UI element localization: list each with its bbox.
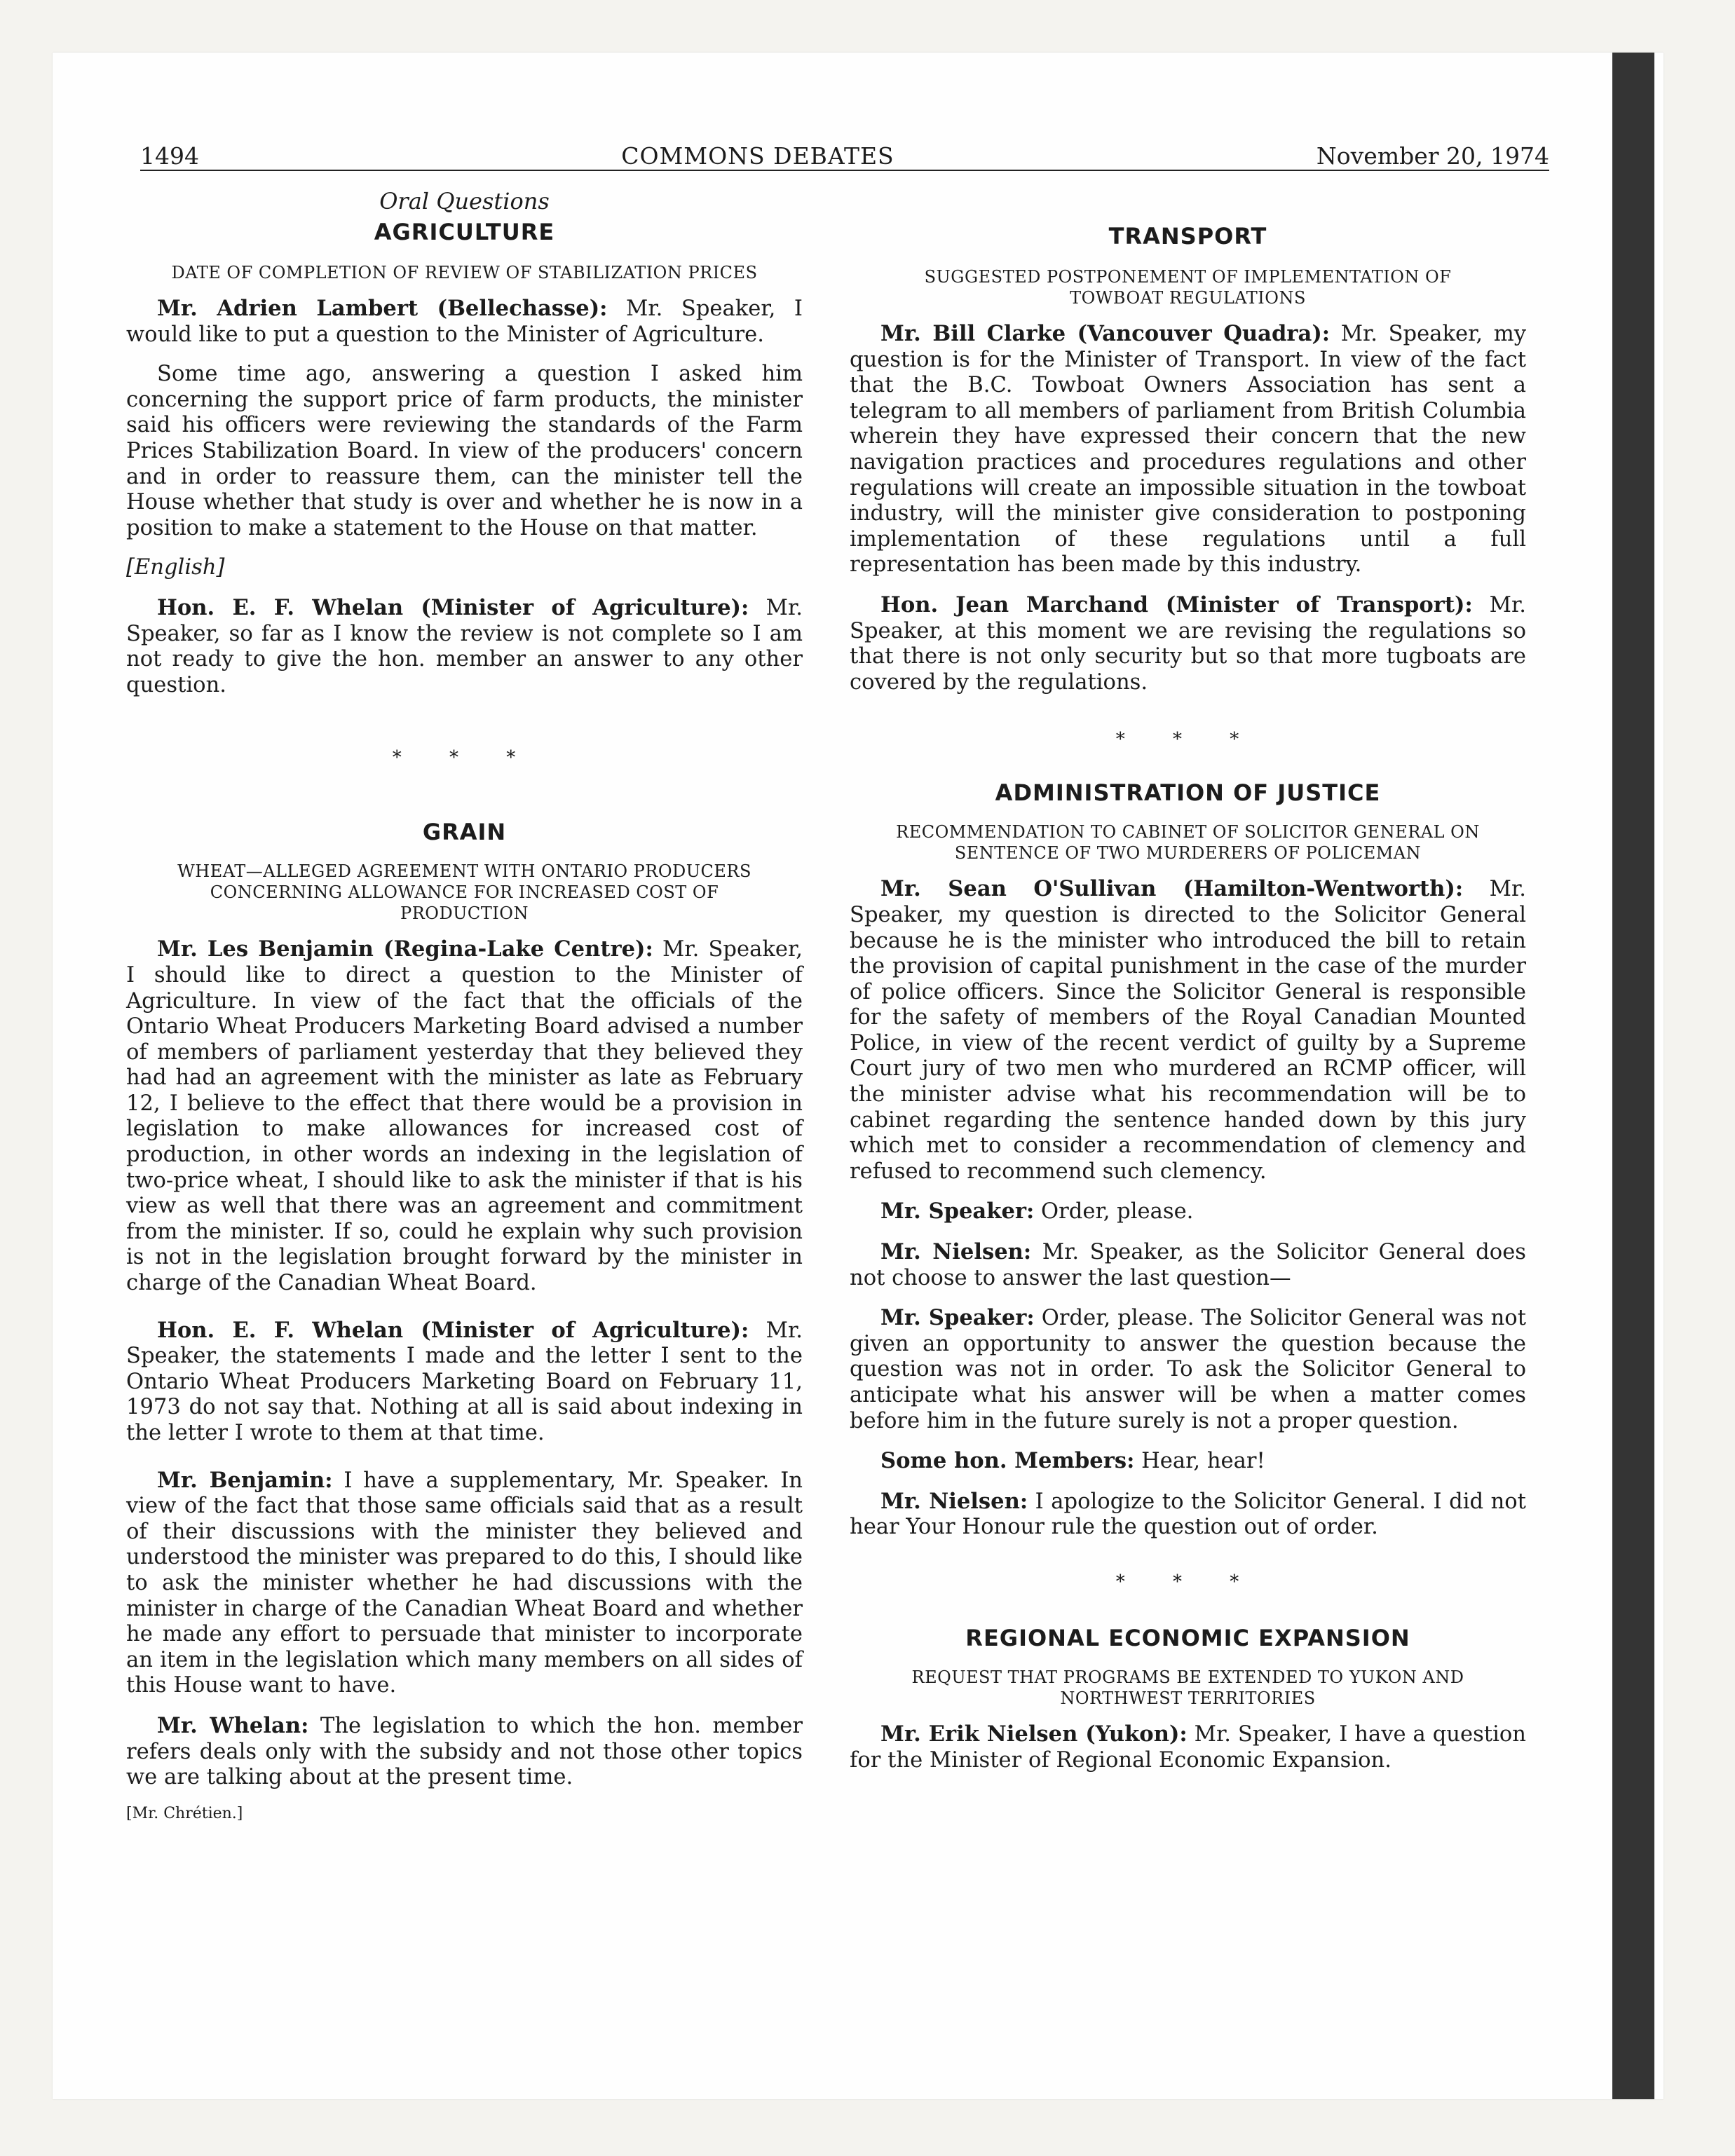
subheading-justice: RECOMMENDATION TO CABINET OF SOLICITOR GENERAL ON SENTENCE OF TWO MURDERERS OF POLICEMAN (896, 822, 1480, 864)
page-number: 1494 (140, 142, 199, 170)
language-note: [English] (126, 555, 225, 580)
subheading-grain: WHEAT—ALLEGED AGREEMENT WITH ONTARIO PRODUCERS CONCERNING ALLOWANCE FOR INCREASED COST OF PRODUCTION (177, 861, 751, 924)
section-separator: * * * (1115, 1571, 1260, 1592)
paragraph (126, 595, 803, 698)
paragraph: Some time ago, answering a question I asked him concerning the support price of farm products, the minister said his officers were reviewing the standards of the Farm Prices Stabilization Board. In view of the producers' concern and in order to reassure them, can the minister tell the House whether that study is over and whether he is now in a position to make a statement to the House on that matter. (126, 362, 803, 540)
speaker: Mr. Sean O'Sullivan (Hamilton-Wentworth): (880, 876, 1464, 902)
speech: Mr. Speaker, at this moment we are revising the regulations so that there is not only security but so that more tugboats are covered by the regulations. (850, 592, 1526, 695)
paragraph (126, 296, 803, 348)
page-header (140, 133, 1549, 171)
speaker: Mr. Benjamin: (157, 1467, 333, 1493)
section-heading-justice: ADMINISTRATION OF JUSTICE (995, 779, 1381, 807)
speech: Mr. Speaker, I would like to put a question to the Minister of Agriculture. (126, 296, 803, 347)
section-heading-transport: TRANSPORT (1108, 223, 1267, 250)
speech: Mr. Speaker, my question is directed to the Solicitor General because he is the minister who introduced the bill to retain the provision of capital punishment in the case of the murder of police officers. Since the Solicitor General is responsible for the safety of members of the Royal Canadian Mounted Police, in view of the recent verdict of guilty by a Supreme Court jury of two men who murdered an RCMP officer, will the minister advise what his recommendation will be to cabinet regarding the sentence handed down by this jury which met to consider a recommendation of clemency and refused to recommend such clemency. (850, 877, 1526, 1184)
page-date: November 20, 1974 (1316, 142, 1549, 170)
speech: Mr. Speaker, as the Solicitor General does not choose to answer the last question— (850, 1240, 1526, 1290)
paragraph (126, 1468, 803, 1699)
speech: I have a supplementary, Mr. Speaker. In view of the fact that those same officials said that as a result of their discussions with the minister they believed and understood the minister was prepared to do this, I should like to ask the minister whether he had discussions with the minister in charge of the Canadian Wheat Board and whether he made any effort to persuade that minister to incorporate an item in the legislation which many members on all sides of this House want to have. (126, 1468, 803, 1698)
paragraph (850, 1489, 1526, 1541)
paragraph (850, 1305, 1526, 1434)
paragraph (126, 1713, 803, 1791)
speech: The legislation to which the hon. member refers deals only with the subsidy and not those other topics we are talking about at the present time. (126, 1713, 803, 1790)
speaker: Mr. Les Benjamin (Regina-Lake Centre): (157, 936, 653, 962)
paragraph (850, 1721, 1526, 1773)
paragraph (850, 1199, 1526, 1225)
speech: I apologize to the Solicitor General. I did not hear Your Honour rule the question out of order. (850, 1489, 1526, 1540)
subheading-agriculture: DATE OF COMPLETION OF REVIEW OF STABILIZATION PRICES (171, 263, 758, 282)
binding-edge (1612, 53, 1654, 2099)
speaker: Mr. Speaker: (880, 1305, 1035, 1331)
speech: Mr. Speaker, my question is for the Minister of Transport. In view of the fact that the B.C. Towboat Owners Association has sent a telegram to all members of parliament from British Columbia wherein they have expressed their concern that the new navigation practices and procedures regulations and other regulations will create an impossible situation in the towboat industry, will the minister give consideration to postponing implementation of these regulations until a full representation has been made by this industry. (850, 322, 1526, 578)
speech: Mr. Speaker, I should like to direct a question to the Minister of Agriculture. In view of the fact that the officials of the Ontario Wheat Producers Marketing Board advised a number of members of parliament yesterday that they believed they had had an agreement with the minister as late as February 12, I believe to the effect that there would be a provision in legislation to make allowances for increased cost of production, in other words an indexing in the legislation of two-price wheat, I should like to ask the minister if that is his view as well that there was an agreement and commitment from the minister. If so, could he explain why such provision is not in the legislation brought forward by the minister in charge of the Canadian Wheat Board. (126, 937, 803, 1296)
speaker: Mr. Whelan: (157, 1712, 309, 1738)
paragraph (126, 1318, 803, 1447)
speaker: Hon. E. F. Whelan (Minister of Agriculture): (157, 1317, 749, 1343)
publication-title: COMMONS DEBATES (621, 142, 894, 170)
paragraph (126, 936, 803, 1296)
speaker: Mr. Nielsen: (880, 1239, 1032, 1265)
speech: Mr. Speaker, so far as I know the review is not complete so I am not ready to give the hon. member an answer to any other question. (126, 595, 803, 697)
section-heading-regional: REGIONAL ECONOMIC EXPANSION (965, 1624, 1410, 1651)
speech: Mr. Speaker, I have a question for the Minister of Regional Economic Expansion. (850, 1721, 1527, 1773)
section-separator: * * * (1115, 729, 1260, 751)
subheading-transport: SUGGESTED POSTPONEMENT OF IMPLEMENTATION OF TOWBOAT REGULATIONS (924, 267, 1452, 308)
speaker: Mr. Adrien Lambert (Bellechasse): (157, 296, 608, 321)
right-column (850, 188, 1526, 1787)
speaker: Hon. E. F. Whelan (Minister of Agriculture): (157, 594, 749, 620)
speaker: Hon. Jean Marchand (Minister of Transport): (880, 592, 1473, 618)
speech: Mr. Speaker, the statements I made and the letter I sent to the Ontario Wheat Producers Marketing Board on February 11, 1973 do not say that. Nothing at all is said about indexing in the letter I wrote to them at that time. (126, 1318, 803, 1445)
speaker: Some hon. Members: (880, 1448, 1135, 1474)
paragraph (850, 1448, 1526, 1475)
speaker: Mr. Nielsen: (880, 1488, 1028, 1514)
speech: Hear, hear! (1134, 1449, 1265, 1474)
paragraph (850, 876, 1526, 1185)
speaker: Mr. Speaker: (880, 1199, 1035, 1224)
footnote: [Mr. Chrétien.] (126, 1804, 243, 1822)
section-heading-grain: GRAIN (422, 819, 507, 846)
speaker: Mr. Erik Nielsen (Yukon): (880, 1721, 1188, 1747)
speech: Order, please. The Solicitor General was not given an opportunity to answer the question because the question was not in order. To ask the Solicitor General to anticipate what his answer will be when a matter comes before him in the future surely is not a proper question. (850, 1306, 1526, 1433)
speech: Order, please. (1034, 1199, 1194, 1224)
section-heading-agriculture: AGRICULTURE (374, 219, 555, 245)
left-column (126, 188, 803, 1822)
running-head: Oral Questions (379, 188, 550, 214)
paragraph (850, 321, 1526, 578)
paragraph (850, 1239, 1526, 1291)
speaker: Mr. Bill Clarke (Vancouver Quadra): (880, 321, 1331, 346)
paragraph (850, 592, 1526, 695)
section-separator: * * * (392, 747, 537, 769)
subheading-regional: REQUEST THAT PROGRAMS BE EXTENDED TO YUKON AND NORTHWEST TERRITORIES (911, 1667, 1464, 1708)
